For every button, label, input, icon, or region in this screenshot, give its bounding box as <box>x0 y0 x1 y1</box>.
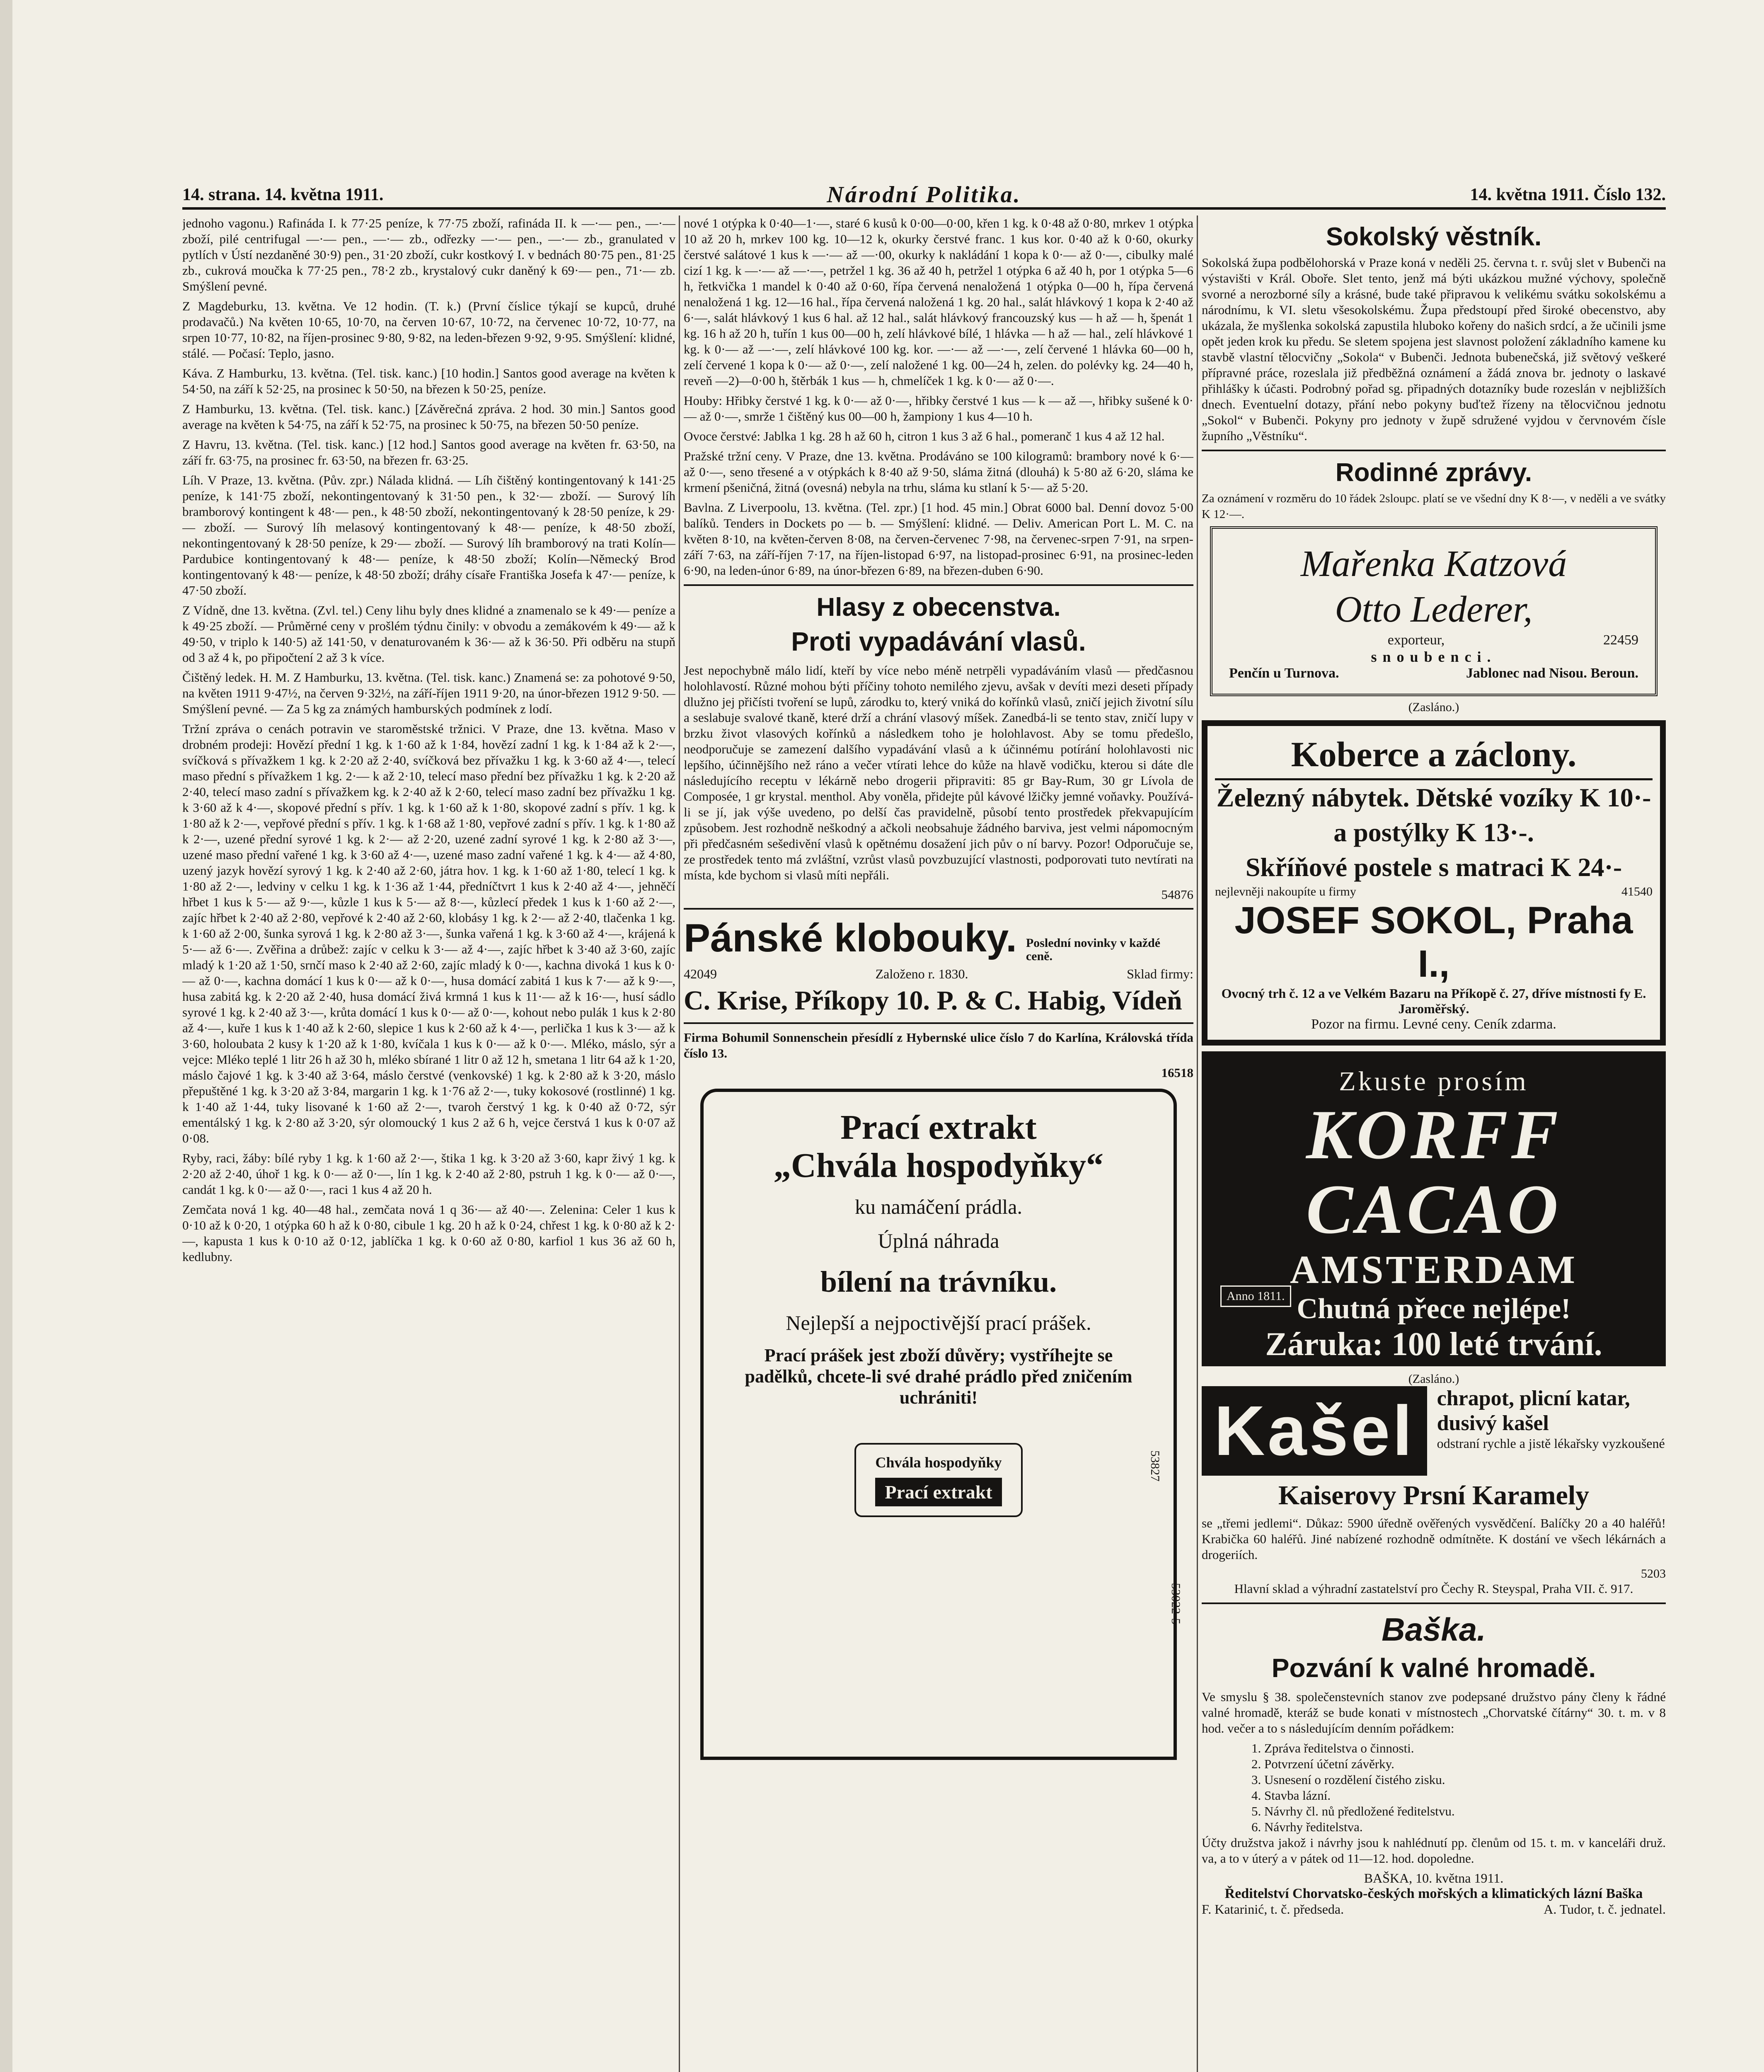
baska-signature: F. Katarinić, t. č. předseda. <box>1202 1902 1344 1917</box>
package-bottom-label: Prací extrakt <box>875 1478 1002 1506</box>
cocoa-ad <box>1202 1051 1666 1366</box>
article-paragraph: Ryby, raci, žáby: bílé ryby 1 kg. k 1·60 až 2·—, štika 1 kg. k 3·20 až 3·60, kapr živý 1 kg. k 2·20 až 2·40, úhoř 1 kg. k 0·— až 0·—, lín 1 kg. k 2·40 až 2·80, pstruh 1 kg. k 0·— až 0·—, candát 1 kg. k 0·— až 0·—, raci 1 kus 4 až 20 h. <box>182 1151 675 1197</box>
package-top-label: Chvála hospodyňky <box>875 1454 1002 1471</box>
notice-code: 16518 <box>1161 1065 1193 1080</box>
furniture-offer: Železný nábytek. Dětské vozíky K 10·- a postýlky K 13·-. <box>1216 783 1651 847</box>
furniture-code: 41540 <box>1621 885 1653 898</box>
hats-stores: Sklad firmy: <box>1127 966 1193 982</box>
cough-agent: Hlavní sklad a výhradní zastatelství pro Čechy R. Steyspal, Praha VII. č. 917. <box>1234 1581 1633 1596</box>
baska-date: BAŠKA, 10. května 1911. <box>1364 1871 1504 1886</box>
hats-note: Poslední novinky v každé ceně. <box>1026 936 1161 963</box>
article-paragraph: Líh. V Praze, 13. května. (Pův. zpr.) Nálada klidná. — Líh čištěný kontingentovaný k 141·25 peníze, k 141·75 zboží, nekontingentovaný k 31·50 pen., k 32·— zboží. — Surový líh bramborový kontingent k 48·— pen., k 48·50 zboží, nekontingentovaný k 28·50 peníze, k 29·— zboží. — Surový líh melasový kontingentovaný k 48·— peníze, k 48·50 zboží, nekontingentovaný k 28·50 peníze, k 29·— zboží. — Surový líh bramborový na trati Kolín—Pardubice kontingentovaný k 48·— peníze, k 48·50 zboží; Kolín—Německý Brod kontingentovaný k 48·— peníze, k 48·50 zboží; dráhy císaře Františka Josefa k 47·— peníze, k 47·50 zboží. <box>182 473 675 598</box>
paid-label: (Zasláno.) <box>1408 700 1459 714</box>
section-title: Hlasy z obecenstva. <box>816 593 1061 622</box>
product-warning: Prací prášek jest zboží důvěry; vystříhejte se padělků, chcete-li své drahé prádlo před zničením uchrániti! <box>745 1345 1132 1408</box>
cough-claim: odstraní rychle a jistě lékařsky vyzkoušené <box>1437 1436 1665 1451</box>
article-paragraph: Ovoce čerstvé: Jablka 1 kg. 28 h až 60 h, citron 1 kus 3 až 6 hal., pomeranč 1 kus 4 až 12 hal. <box>684 429 1165 443</box>
header-left: 14. strana. 14. května 1911. <box>182 185 384 204</box>
article-paragraph: Káva. Z Hamburku, 13. května. (Tel. tisk. kanc.) [10 hodin.] Santos good average na květen k 54·50, na září k 52·25, na prosinec k 50·50, na březen k 50·25, peníze. <box>182 366 675 396</box>
article-paragraph: Z Magdeburku, 13. května. Ve 12 hodin. (T. k.) (První číslice týkají se kupců, druhé prodavačů.) Na květen 10·65, 10·70, na červen 10·67, 10·72, na červenec 10·72, 10·77, na srpen 10·77, 10·82, na říjen-prosinec 9·80, 9·82, na leden-březen 9·92, 9·95. Smýšlení: klidné, stálé. — Počasí: Teplo, jasno. <box>182 299 675 361</box>
section-title: Sokolský věstník. <box>1326 223 1542 251</box>
column-right <box>1202 215 1666 2072</box>
article-paragraph: Jest nepochybně málo lidí, kteří by více nebo méně netrpěli vypadáváním vlasů — předčasnou holohlavostí. Různé mohou býti příčiny tohoto nemilého zjevu, avšak v devíti mezi deseti případy dlužno jej přičísti tvoření se lupů, zárodku to, který vniká do kořínků vlasů, zničí jejich životní sílu a seslabuje svalové tkaně, které drží a chrání vlasový míšek. Zanedbá-li se tento stav, zničí lupy v brzku život vlasových kořínků a následkem toho je holohlavost. Aby se tomu předešlo, neodporučuje se zamezení dalšího vypadávání vlasů a k účinnému potírání holohlavosti nic lepšího, účinnějšího než ráno a večer vtírati lehce do kůže na hlavě vodičku, kterou si dáte dle následujícího receptu v lékárně nebo drogerii připraviti: 85 gr Bay-Rum, 30 gr Lívola de Composée, 1 gr krystal. menthol. Aby voněla, přidejte půl kávové lžičky jemné voňavky. Používá-li se jí, jak výše uvedeno, po delší čas pravidelně, působí tento prostředek překvapujícím způsobem. Jest rozhodně neškodný a ačkoli neobsahuje žádného barviva, jest velmi nápomocným při předčasném sešedivění vlasů k opětnému dosažení jich pův o ní barvy. Pozor! Odporučuje se, ze prostředek tento má zvláštní, vzrůst vlasů povzbuzující vlastnosti, podporovati tuto nevtírati na místa, kde bychom si vlasů míti nepřáli. <box>684 663 1193 882</box>
divider <box>684 584 1193 586</box>
product-slogan: Nejlepší a nejpoctivější prací prášek. <box>786 1311 1091 1335</box>
groom-location: Jablonec nad Nisou. Beroun. <box>1466 666 1638 681</box>
groom-name: Otto Lederer, <box>1335 589 1533 630</box>
column-rule <box>679 215 680 2072</box>
agenda-item: 3. Usnesení o rozdělení čistého zisku. <box>1251 1772 1445 1787</box>
agenda-item: 4. Stavba lázní. <box>1251 1788 1331 1803</box>
header-right: 14. května 1911. Číslo 132. <box>1470 185 1666 204</box>
masthead: Národní Politika. <box>827 182 1021 208</box>
cocoa-headline: Zkuste prosím <box>1339 1066 1529 1097</box>
furniture-address: Ovocný trh č. 12 a ve Velkém Bazaru na Příkopě č. 27, dříve místnosti fy E. Jaroměřský. <box>1221 986 1646 1016</box>
washing-extract-ad <box>700 1089 1177 1760</box>
furniture-title: Koberce a záclony. <box>1215 733 1653 780</box>
divider <box>684 908 1193 910</box>
cough-title: Kašel <box>1202 1386 1427 1476</box>
baska-agenda <box>1202 1740 1666 1835</box>
article-paragraph: Sokolská župa podbělohorská v Praze koná v neděli 25. června t. r. svůj slet v Bubenči na výstavišti v Král. Oboře. Slet tento, jenž má býti ukázkou mužné výchovy, společně svorné a nerozborné síly a krásné, bude také připravou k velikému svátku sokolskému a národnímu, k VI. sletu všesokolskému. Župa předstoupí před široké obecenstvo, aby ukázala, že myšlenka sokolská zapustila hluboko kořeny do našich srdcí, a že učinili jsme opět jeden krok ku předu. Se sletem spojena jest slavnost položení základního kamene ku stavbě vlastní tělocvičny „Sokola“ v Bubenči. Jednota bubenečská, již světový veškeré přípravné práce, rozeslala již předběžná oznámení a žádá znova br. jednoty o laskavé přihlášky k účasti. Podrobný pořad sg. připadných dotazníky bude rozeslán v nejbližších dnech. Eventuelní dotazy, přání nebo pokyny buďtež řízeny na tělocvičnou jednotu „Sokol“ v Bubenči. Pokyny pro jednoty v župě sdružené vyjdou v červnovém čísle župního „Věstníku“. <box>1202 255 1666 443</box>
bride-name: Mařenka Katzová <box>1300 543 1567 584</box>
baska-subtitle: Pozvání k valné hromadě. <box>1271 1653 1596 1683</box>
cocoa-guarantee: Záruka: 100 leté trvání. <box>1265 1326 1602 1363</box>
article-paragraph: Z Vídně, dne 13. května. (Zvl. tel.) Ceny lihu byly dnes klidné a znamenalo se k 49·— peníze a k 49·25 zboží. — Průměrné ceny v prošlém týdnu činily: v obvodu a zemákovém k 49·— až k 49·50, v triplo k 140·5) až 141·50, v denaturovaném k 36·— až k 36·50. Při odběru na stupň od 3 až 4 k, po připočtení 2 až 3 k více. <box>182 603 675 665</box>
baska-title: Baška. <box>1382 1611 1486 1648</box>
article-paragraph: Čištěný ledek. H. M. Z Hamburku, 13. května. (Tel. tisk. kanc.) Znamená se: za pohotové 9·50, na květen 1911 9·47½, na červen 9·32½, na září-říjen 1911 9·20, na únor-březen 1912 9·50. — Smýšlení pevné. — Za 5 kg za známých hamburských podmínek z lodí. <box>182 670 675 716</box>
baska-signature: A. Tudor, t. č. jednatel. <box>1544 1902 1666 1917</box>
furniture-note: nejlevněji nakoupíte u firmy <box>1215 885 1356 898</box>
cough-ad <box>1202 1386 1666 1597</box>
cough-symptoms: chrapot, plicní katar, dusivý kašel <box>1437 1387 1630 1435</box>
furniture-ad <box>1202 720 1666 1046</box>
column-middle <box>684 215 1193 2072</box>
section-title: Rodinné zprávy. <box>1335 458 1532 487</box>
side-code: 53022-5 <box>1169 1583 1183 1624</box>
baska-org: Ředitelství Chorvatsko-českých mořských a klimatických lázní Baška <box>1224 1886 1643 1901</box>
cough-brand: Kaiserovy Prsní Karamely <box>1278 1480 1590 1510</box>
product-brand: „Chvála hospodyňky“ <box>774 1146 1103 1185</box>
furniture-closing: Pozor na firmu. Levné ceny. Ceník zdarma. <box>1311 1017 1556 1032</box>
agenda-item: 6. Návrhy ředitelstva. <box>1251 1820 1363 1834</box>
baska-closing: Účty družstva jakož i návrhy jsou k nahlédnutí pp. členům od 15. t. m. v kanceláři druž. va, a to v úterý a v pátek od 11—12. hod. dopoledne. <box>1202 1835 1666 1866</box>
article-paragraph: Bavlna. Z Liverpoolu, 13. května. (Tel. zpr.) [1 hod. 45 min.] Obrat 6000 bal. Denní dovoz 5·00 balíků. Tenders in Dockets po — b. — Smýšlení: klidné. — Deliv. American Port L. M. C. na květen 8·10, na květen-červen 8·08, na červen-červenec 7·98, na červenec-srpen 7·91, na srpen-září 7·63, na září-říjen 7·17, na říjen-listopad 6·97, na listopad-prosinec 6·91, na prosinec-leden 6·90, na leden-únor 6·89, na únor-březen 6·89, na březen-duben 6·90. <box>684 500 1193 578</box>
hats-title: Pánské klobouky. <box>684 916 1017 960</box>
product-package <box>854 1443 1022 1517</box>
cocoa-brand: KORFF CACAO <box>1306 1096 1562 1248</box>
side-code: 53827 <box>1148 1450 1162 1481</box>
hats-firm: C. Krise, Příkopy 10. P. & C. Habig, Vídeň <box>684 985 1182 1016</box>
divider <box>684 1022 1193 1024</box>
agenda-item: 2. Potvrzení účetní závěrky. <box>1251 1757 1394 1771</box>
furniture-offer: Skříňové postele s matraci K 24·- <box>1245 852 1622 882</box>
bride-location: Penčín u Turnova. <box>1229 666 1339 681</box>
ad-code: 54876 <box>1161 887 1193 902</box>
notice-code: 22459 <box>1603 632 1638 648</box>
baska-text: Ve smyslu § 38. společenstevních stanov zve podepsané družstvo pány členy k řádné valné hromadě, kteráž se bude konati v místnostech „Chorvatské čítárny“ 30. t. m. v 8 hod. večer a to s následujícím denním pořádkem: <box>1202 1690 1666 1736</box>
page-header <box>182 182 1666 210</box>
column-rule <box>1197 215 1198 2072</box>
product-use: ku namáčení prádla. <box>855 1195 1022 1219</box>
paid-label: (Zasláno.) <box>1408 1372 1459 1386</box>
article-paragraph: nové 1 otýpka k 0·40—1·—, staré 6 kusů k 0·00—0·00, křen 1 kg. k 0·48 až 0·80, mrkev 1 otýpka 10 až 20 h, mrkev 100 kg. 10—12 k, okurky čerstvé franc. 1 kus kor. 0·40 až k 0·60, okurky čerstvé salátové 1 kus k —·— až —·00, okurky k nakládání 1 kopa k 0·— až 0·—, cibulky malé cizí 1 kg. k —·— až —·—, petržel 1 kg. 36 až 40 h, petržel 1 otýpka 6 až 40 h, por 1 otýpka 5—6 h, řetkvička 1 mandel k 0·40 až 0·60, řípa červená nenaložená 1 otýpka 0—00 h, řípa červená nenaložená 1 kg. 12—16 hal., řípa červená naložená 1 kg. 20 hal., salát hlávkový 1 kopa k 2·40 až 6·—, salát hlávkový 1 kus 6 hal. až 12 hal., salát hlávkový francouzský kus — h až — h, špenát 1 kg. 16 h až 20 h, tuřín 1 kus 00—00 h, zelí hlávkové bílé, 1 hlávka — h až — hal., zelí hlávkové 1 kg. k 0·— až —·—, zelí hlávkové 100 kg. kor. —·— až —·—, zelí červené 1 hlávka 60—00 h, zelí červené 1 kopa k 0·— až 0·—, zelí naložené 1 kg. 00—24 h, zelen. do polévky kg. 24—40 h, reveň —2)—0·00 h, štěrbák 1 kus — h, chmelíček 1 kg. k 0·— až 0·—. <box>684 216 1193 388</box>
article-paragraph: Z Hamburku, 13. května. (Tel. tisk. kanc.) [Závěrečná zpráva. 2 hod. 30 min.] Santos good average na květen k 54·75, na září k 52·75, na prosinec k 50·75, na březen 50·50 peníze. <box>182 402 675 432</box>
engagement-status: snoubenci. <box>1371 649 1497 665</box>
hats-founded: Založeno r. 1830. <box>875 966 968 982</box>
cocoa-city: AMSTERDAM <box>1290 1247 1578 1292</box>
article-title: Proti vypadávání vlasů. <box>791 627 1086 656</box>
cocoa-est: Anno 1811. <box>1220 1285 1291 1307</box>
cocoa-tagline: Chutná přece nejlépe! <box>1297 1293 1571 1325</box>
pricing-note: Za oznámení v rozměru do 10 řádek 2sloupc. platí se ve všední dny K 8·—, v neděli a ve svátky K 12·—. <box>1202 492 1666 521</box>
furniture-firm: JOSEF SOKOL, Praha I., <box>1234 899 1633 985</box>
column-market-reports <box>182 215 675 2072</box>
article-paragraph: Houby: Hřibky čerstvé 1 kg. k 0·— až 0·—, hřibky čerstvé 1 kus — k — až —, hřibky sušené k 0·— až 0·—, smrže 1 čištěný kus 00—00 h, žampiony 1 kus 4—10 h. <box>684 393 1193 424</box>
article-paragraph: Zemčata nová 1 kg. 40—48 hal., zemčata nová 1 q 36·— až 40·—. Zelenina: Celer 1 kus k 0·10 až k 0·20, 1 otýpka 60 h až k 0·80, cibule 1 kg. 20 h až k 0·24, chřest 1 kg. k 0·80 až k 2·—, kapusta 1 kus k 0·10 až 0·12, jablíčka 1 kg. k 0·60 až 0·80, karfiol 1 kus 36 až 60 h, kedlubny. <box>182 1202 675 1264</box>
scan-edge <box>0 0 12 2072</box>
cough-code: 5203 <box>1641 1567 1666 1581</box>
hats-ad <box>684 915 1193 1017</box>
hats-code: 42049 <box>684 966 717 982</box>
groom-role: exporteur, <box>1387 632 1445 648</box>
agenda-item: 1. Zpráva ředitelstva o činnosti. <box>1251 1741 1414 1755</box>
divider <box>1202 1602 1666 1604</box>
product-name: Prací extrakt <box>840 1108 1037 1147</box>
cough-text: se „třemi jedlemi“. Důkaz: 5900 úředně ověřených vysvědčení. Balíčky 20 a 40 haléřů! Krabička 60 haléřů. Jiné nabízené rozhodně odmítněte. K dostání ve všech lékárnách a drogeriích. <box>1202 1516 1666 1562</box>
article-paragraph: jednoho vagonu.) Rafináda I. k 77·25 peníze, k 77·75 zboží, rafináda II. k —·— pen., —·— zboží, pilé centrifugal —·— pen., —·— zb., odřezky —·— pen., —·— zb., granulated v pytlích v Ústí nezdaněné 30·9) pen., 31·20 zboží, cukr kostkový I. v bednách 80·75 pen., 81·25 zb., cukrová moučka k 77·25 pen., 78·2 zb., krystalový cukr daněný k 69·— pen., 71·— zb. Smýšlení pevné. <box>182 216 675 293</box>
engagement-notice <box>1210 526 1658 696</box>
article-paragraph: Tržní zpráva o cenách potravin ve staroměstské tržnici. V Praze, dne 13. května. Maso v drobném prodeji: Hovězí přední 1 kg. k 1·60 až k 1·84, hovězí zadní 1 kg. k 1·84 až k 2·—, svíčková s přívažkem 1 kg. k 2·20 až 2·40, svíčková bez přívažku 1 kg. k 3·60 až 4·—, telecí maso přední s přívažkem 1 kg. 2·— k až 2·10, telecí maso přední bez přívažku 1 kg. k 2·20 až 2·40, telecí maso zadní s přívažkem kg. k 2·40 až k 2·60, telecí maso zadní bez přívažku 1 kg. k 3·60 až k 4·—, skopové přední s přív. 1 kg. k 1·60 až k 1·80, skopové zadní s přív. 1 kg. k 1·80 až k 2·—, vepřové přední s přív. 1 kg. k 1·68 až 1·80, vepřové zadní s přív. 1 kg. k 1·80 až k 2·—, uzené přední syrové 1 kg. k 2·— až 2·20, uzené zadní syrové 1 kg. k 2·80 až 3·—, uzené maso přední vařené 1 kg. k 3·60 až 4·—, uzené maso zadní vařené 1 kg. k 4·— až 4·80, uzený jazyk hovězí syrový 1 kg. k 2·40 až 2·60, játra hov. 1 kg. k 1·60 až 1·80, telecí 1 kg. k 1·80 až 2·—, ledviny v celku 1 kg. k 1·36 až 1·44, předníčtvrt 1 kus k 2·40 až 4·—, jehněčí hřbet 1 kus k 5·— až 9·—, kůzle 1 kus k 5·— až 8·—, kůzlecí předek 1 kus k 1·60 až 2·—, zajíc hřbet k 2·40 až 2·80, vepřové k 2·40 až 2·60, klobásy 1 kg. k 2·— až 2·40, tlačenka 1 kg. k 1·60 až 2·00, šunka syrová 1 kg. k 2·80 až 3·—, šunka vařená 1 kg. k 3·60 až 4·—, krájená k 5·— až 6·—. Zvěřina a drůbež: zajíc v celku k 3·— až 4·—, zajíc hřbet k 3·40 až 3·60, zajíc mladý k 1·20 až 1·50, srnčí maso k 2·40 až 2·60, zajíc mladý k 0·—, kachna divoká 1 kus k 0·— až 0·—, kachna domácí 1 kus k 0·— až k 0·—, husa domácí zabitá 1 kus k 7·— až k 9·—, husa zabitá kg. k 2·20 až 2·40, husa domácí živá krmná 1 kus k 11·— až k 16·—, husí sádlo syrové 1 kg. k 2·40 až 3·—, krůta domácí 1 kus k 0·— až 0·—, kohout nebo pulák 1 kus k 2·80 až 4·—, kuře 1 kus k 1·40 až k 2·60, slepice 1 kus k 2·60 až k 4·—, perlička 1 kus k 3·— až k 3·60, holoubata 2 kusy k 1·20 až k 1·80, kvíčala 1 kus k 0·— až k 0·—. Mléko, máslo, sýr a vejce: Mléko teplé 1 litr 26 h až 30 h, mléko sbírané 1 litr 0 až 12 h, smetana 1 litr 64 až k 1·20, máslo čajové 1 kg. k 3·40 až 3·64, máslo čerstvé (venkovské) 1 kg. k 2·80 až k 3·20, máslo přepuštěné 1 kg. k 3·20 až 3·84, margarin 1 kg. k 1·76 až 2·—, tuky kokosové (rostlinné) 1 kg. k 1·40 až 1·44, tuky lisované k 1·60 až 2·—, tvaroh čerstvý 1 kg. k 0·40 až 0·72, sýr ementálský 1 kg. k 2·80 až 3·20, sýr olomoucký 1 kus 2 až 6 h, vejce čerstvá 1 kus k 0·07 až 0·08. <box>182 721 675 1145</box>
divider <box>1202 450 1666 451</box>
agenda-item: 5. Návrhy čl. nů předložené ředitelstvu. <box>1251 1804 1455 1818</box>
product-claim: Úplná náhrada <box>878 1229 999 1253</box>
article-paragraph: Pražské tržní ceny. V Praze, dne 13. května. Prodáváno se 100 kilogramů: brambory nové k 6·— až 0·—, seno třesené a v otýpkách k 8·40 až 9·50, sláma žitná (dlouhá) k 5·80 až 6·20, sláma ke krmení pšeničná, žitná (ovesná) nebyla na trhu, sláma ku stlaní k 5·— až 5·20. <box>684 449 1193 495</box>
article-paragraph: Z Havru, 13. května. (Tel. tisk. kanc.) [12 hod.] Santos good average na květen fr. 63·50, na září fr. 63·75, na prosinec fr. 63·50, na březen fr. 63·25. <box>182 437 675 467</box>
product-claim-big: bílení na trávníku. <box>820 1265 1057 1299</box>
relocation-notice: Firma Bohumil Sonnenschein přesídlí z Hybernské ulice číslo 7 do Karlína, Královská třída číslo 13. <box>684 1030 1193 1061</box>
